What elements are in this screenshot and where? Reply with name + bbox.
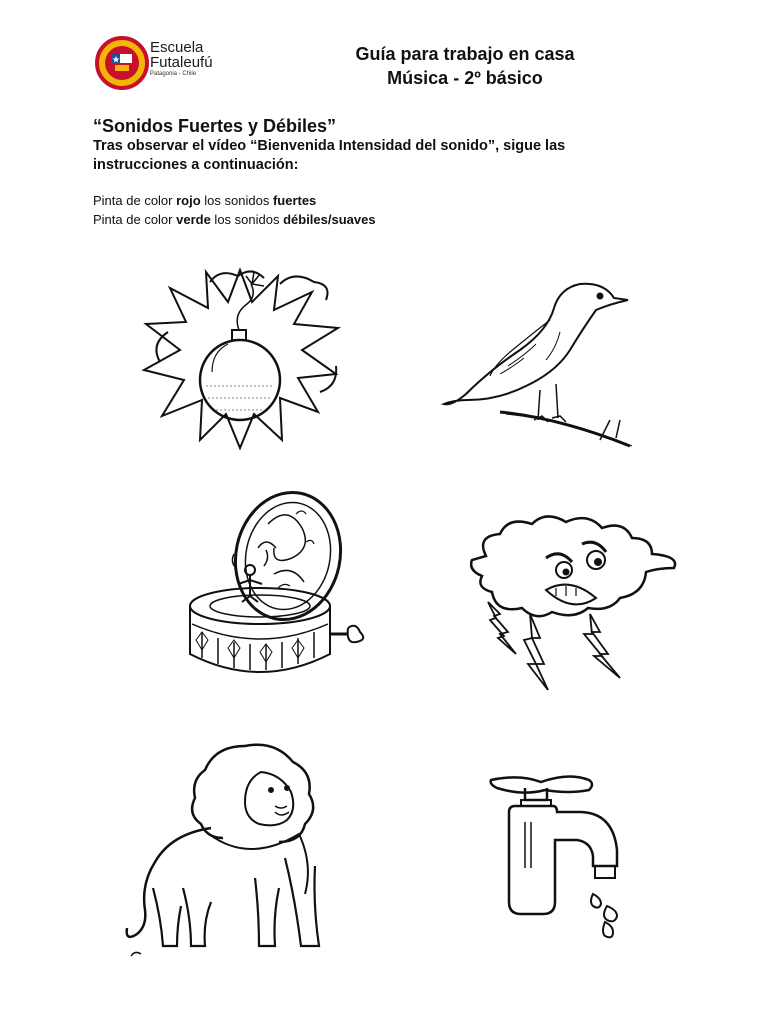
instruction-red-middle: los sonidos [200,193,273,208]
bird-icon [440,272,635,452]
instruction-red [93,193,316,208]
instruction-green-prefix: Pinta de color [93,212,177,227]
instruction-red-prefix: Pinta de color [93,193,177,208]
guide-subject: Música - 2º básico [387,68,543,88]
bomb-explosion-icon [140,262,345,452]
school-name-line2: Futaleufú [150,54,213,71]
instruction-green [93,212,376,227]
guide-title: Guía para trabajo en casa [355,44,575,64]
instruction-red-color: rojo [176,193,201,208]
school-crest-icon [95,36,149,90]
instruction-red-target: fuertes [272,193,317,208]
instruction-green-separator: / [327,212,332,227]
school-name-line1: Escuela [150,39,204,56]
school-name [150,40,213,77]
angry-thundercloud-icon [470,514,685,694]
worksheet-intro: Tras observar el vídeo “Bienvenida Intensidad del sonido”, sigue las instrucciones a continuación: [93,138,566,173]
worksheet-title: “Sonidos Fuertes y Débiles” [93,116,337,136]
dripping-faucet-icon [485,770,630,955]
school-location: Patagonia - Chile [150,71,197,77]
instruction-green-target: débiles [283,212,328,227]
lion-icon [125,738,335,960]
instruction-green-color: verde [176,212,211,227]
instruction-green-target2: suaves [331,212,376,227]
instruction-green-middle: los sonidos [210,212,284,227]
music-box-icon [178,484,378,694]
